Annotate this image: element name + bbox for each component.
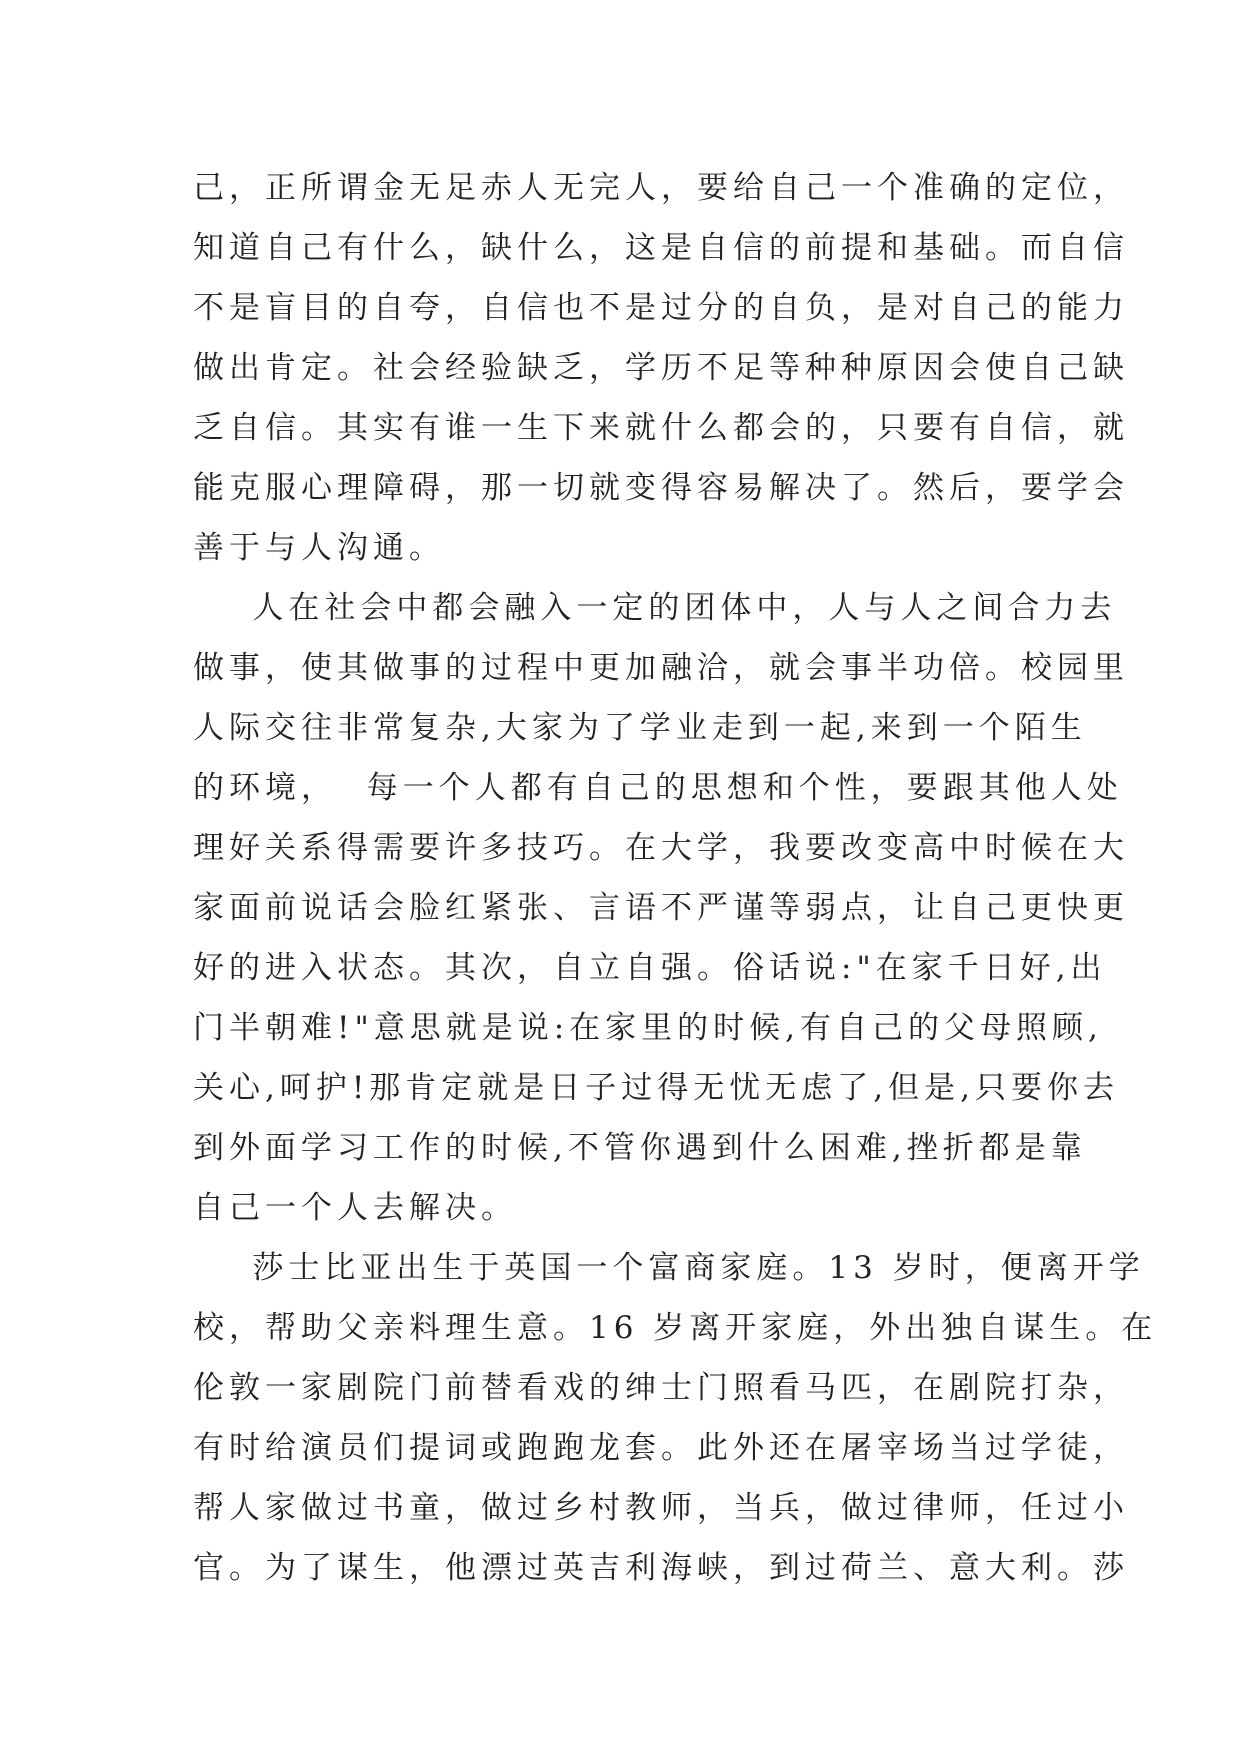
text-line: 己，正所谓金无足赤人无完人，要给自己一个准确的定位， bbox=[193, 170, 1129, 206]
text-line: 帮人家做过书童，做过乡村教师，当兵，做过律师，任过小 bbox=[193, 1490, 1129, 1526]
text-line: 伦敦一家剧院门前替看戏的绅士门照看马匹，在剧院打杂， bbox=[193, 1370, 1129, 1406]
text-line: 能克服心理障碍，那一切就变得容易解决了。然后，要学会 bbox=[193, 470, 1129, 506]
text-line: 乏自信。其实有谁一生下来就什么都会的，只要有自信，就 bbox=[193, 410, 1129, 446]
text-line: 官。为了谋生，他漂过英吉利海峡，到过荷兰、意大利。莎 bbox=[193, 1550, 1129, 1586]
paragraph bbox=[193, 158, 1129, 578]
text-line: 不是盲目的自夸，自信也不是过分的自负，是对自己的能力 bbox=[193, 290, 1129, 326]
text-line: 知道自己有什么，缺什么，这是自信的前提和基础。而自信 bbox=[193, 230, 1129, 266]
paragraph bbox=[193, 1238, 1158, 1598]
text-line: 门半朝难!"意思就是说:在家里的时候,有自己的父母照顾, bbox=[193, 1010, 1103, 1046]
text-line: 理好关系得需要许多技巧。在大学，我要改变高中时候在大 bbox=[193, 830, 1129, 866]
text-line: 善于与人沟通。 bbox=[193, 530, 445, 566]
text-line: 好的进入状态。其次，自立自强。俗话说:"在家千日好,出 bbox=[193, 950, 1107, 986]
text-line: 自己一个人去解决。 bbox=[193, 1190, 517, 1226]
text-line: 家面前说话会脸红紧张、言语不严谨等弱点，让自己更快更 bbox=[193, 890, 1129, 926]
text-line: 有时给演员们提词或跑跑龙套。此外还在屠宰场当过学徒， bbox=[193, 1430, 1129, 1466]
text-line: 做事，使其做事的过程中更加融洽，就会事半功倍。校园里 bbox=[193, 650, 1129, 686]
text-line: 人际交往非常复杂,大家为了学业走到一起,来到一个陌生 bbox=[193, 710, 1087, 746]
text-line: 到外面学习工作的时候,不管你遇到什么困难,挫折都是靠 bbox=[193, 1130, 1087, 1166]
text-line: 做出肯定。社会经验缺乏，学历不足等种种原因会使自己缺 bbox=[193, 350, 1129, 386]
text-line: 莎士比亚出生于英国一个富商家庭。13 岁时，便离开学 bbox=[193, 1250, 1145, 1286]
text-line: 关心,呵护!那肯定就是日子过得无忧无虑了,但是,只要你去 bbox=[193, 1070, 1120, 1106]
paragraph bbox=[193, 578, 1129, 1238]
document-body bbox=[193, 158, 1158, 1598]
text-line: 的环境， 每一个人都有自己的思想和个性，要跟其他人处 bbox=[193, 770, 1123, 806]
text-line: 校，帮助父亲料理生意。16 岁离开家庭，外出独自谋生。在 bbox=[193, 1310, 1158, 1346]
text-line: 人在社会中都会融入一定的团体中，人与人之间合力去 bbox=[193, 590, 1117, 626]
